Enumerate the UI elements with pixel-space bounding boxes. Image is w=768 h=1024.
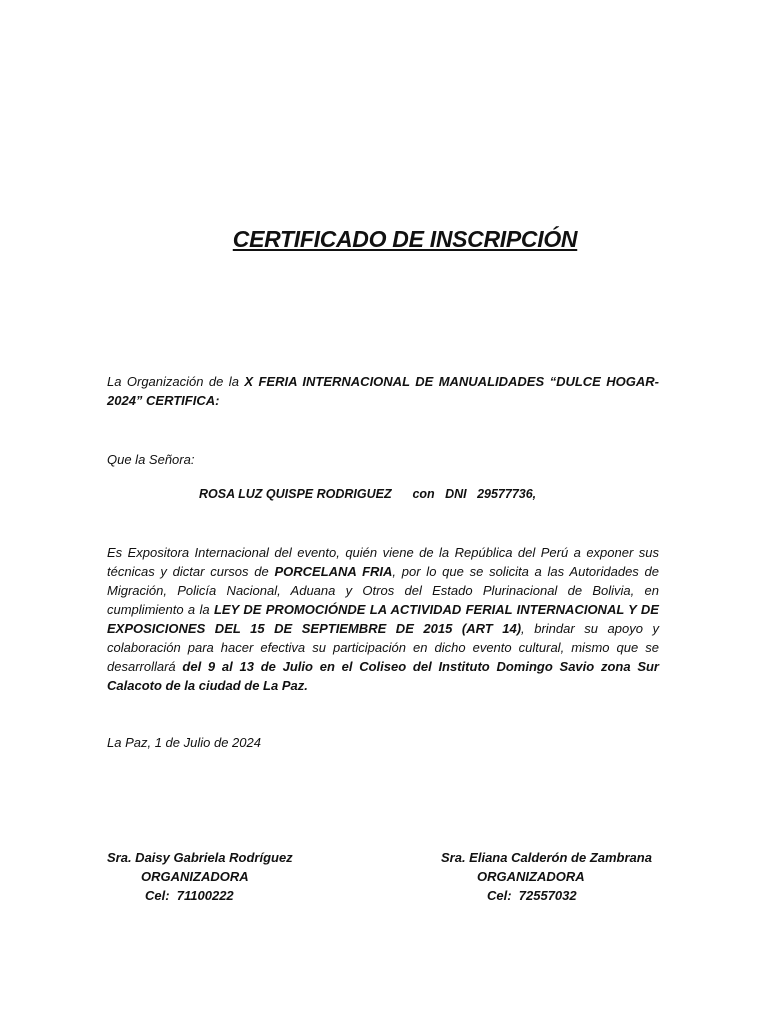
- signatory-role: ORGANIZADORA: [477, 869, 585, 884]
- intro-paragraph: [107, 372, 659, 410]
- dni-number: 29577736,: [477, 487, 537, 501]
- body-part-2: , por lo que se solicita a las Autoridades de Migración, Policía Nacional, Aduana y Otros del Estado Plurinacional de Bolivia, en cumplimiento a la: [107, 564, 660, 617]
- signatory-name: Sra. Daisy Gabriela Rodríguez: [107, 850, 293, 865]
- con-label: con: [412, 487, 435, 501]
- body-part-3: , brindar su apoyo y colaboración para hacer efectiva su participación en dicho evento cultural, mismo que se desarrollará: [107, 621, 659, 674]
- dni-label: DNI: [445, 487, 467, 501]
- document-title: CERTIFICADO DE INSCRIPCIÓN: [232, 226, 578, 252]
- signatory-phone: Cel: 72557032: [487, 888, 577, 903]
- course-name: PORCELANA FRIA: [274, 564, 393, 579]
- signatory-name: Sra. Eliana Calderón de Zambrana: [441, 850, 652, 865]
- signature-block-left: [107, 848, 293, 905]
- salutation: Que la Señora:: [107, 452, 195, 467]
- body-part-1: Es Expositora Internacional del evento, quién viene de la República del Perú a exponer sus técnicas y dictar cursos de: [107, 545, 659, 579]
- signature-block-right: [441, 848, 652, 905]
- law-reference: LEY DE PROMOCIÓNDE LA ACTIVIDAD FERIAL INTERNACIONAL Y DE EXPOSICIONES DEL 15 DE SEPTIEMBRE DE 2015 (ART 14): [107, 602, 659, 636]
- person-line: [199, 487, 536, 501]
- signatory-role: ORGANIZADORA: [141, 869, 249, 884]
- signatory-phone: Cel: 71100222: [145, 888, 234, 903]
- place-date: La Paz, 1 de Julio de 2024: [107, 735, 261, 750]
- body-paragraph: [107, 543, 659, 695]
- person-name: ROSA LUZ QUISPE RODRIGUEZ: [199, 487, 392, 501]
- event-name: X FERIA INTERNACIONAL DE MANUALIDADES “DULCE HOGAR-2024” CERTIFICA:: [107, 374, 659, 408]
- event-dates-location: del 9 al 13 de Julio en el Coliseo del Instituto Domingo Savio zona Sur Calacoto de la ciudad de La Paz.: [107, 659, 659, 693]
- intro-prefix: La Organización de la: [107, 374, 245, 389]
